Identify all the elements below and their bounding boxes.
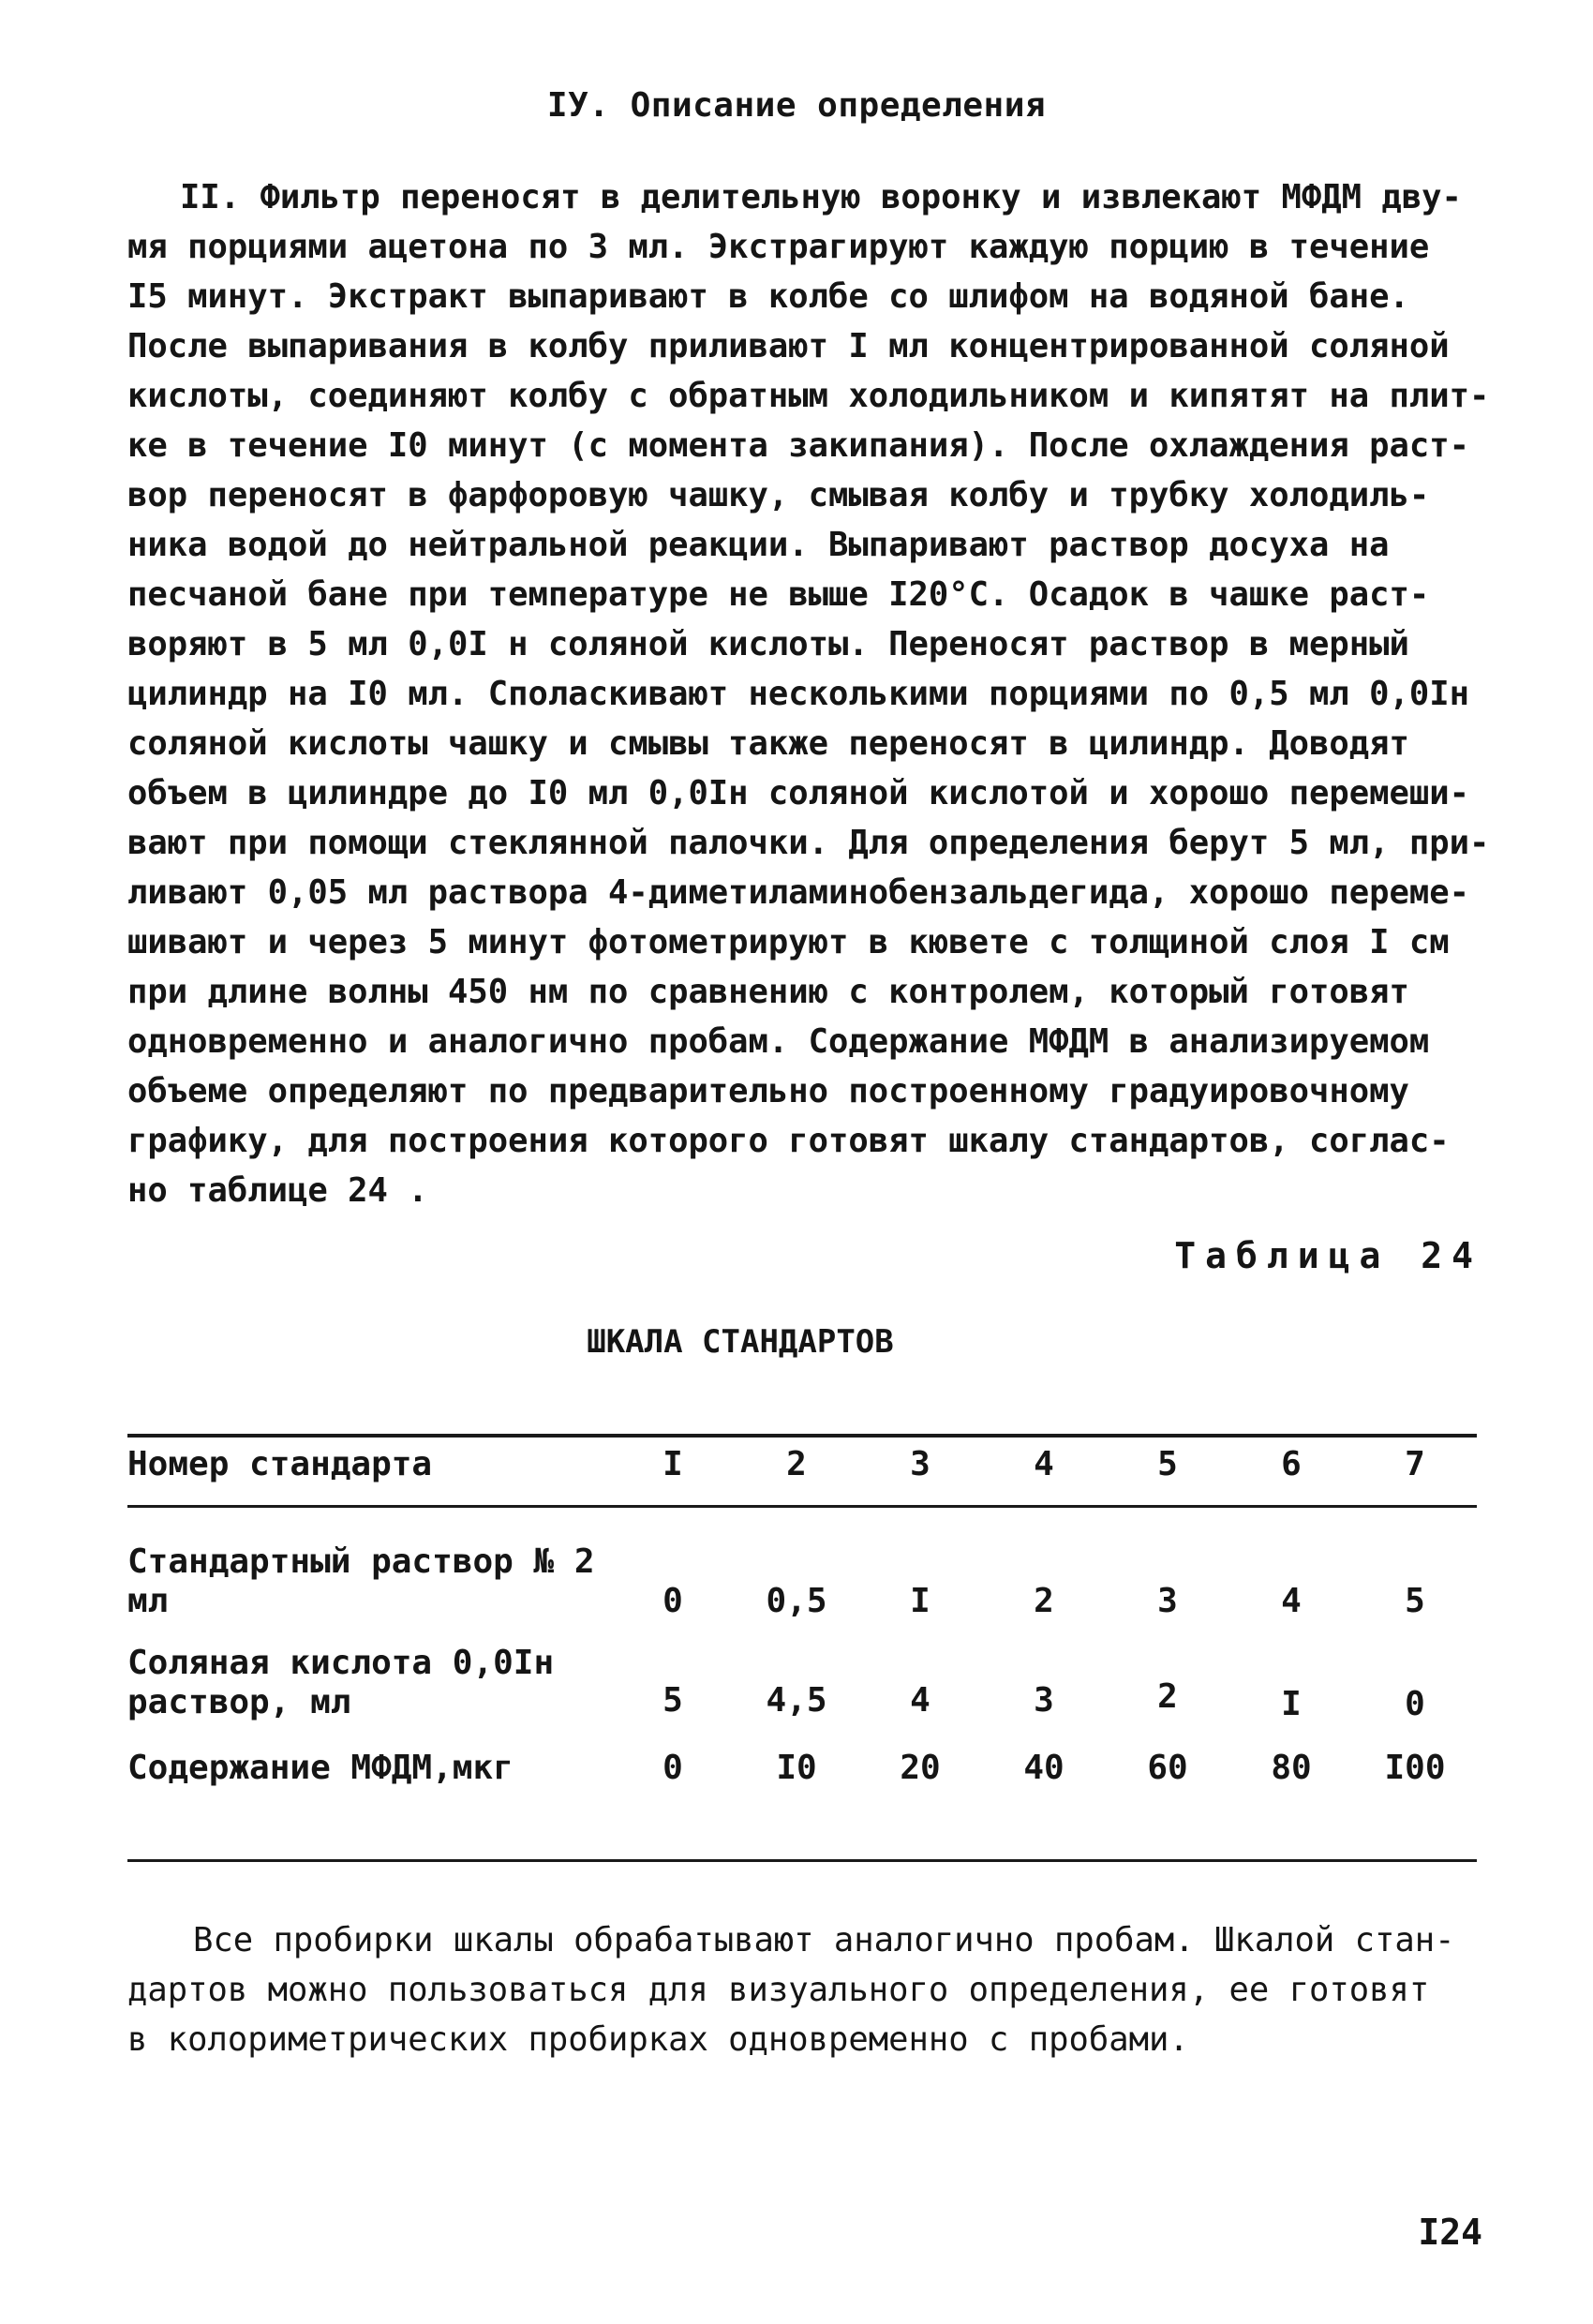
paragraph-line: при длине волны 450 нм по сравнению с контролем, который готовят <box>127 973 1409 1011</box>
table-cell: 20 <box>900 1749 941 1787</box>
paragraph-line: ника водой до нейтральной реакции. Выпаривают раствор досуха на <box>127 526 1390 564</box>
closing-paragraph <box>127 1915 1477 2064</box>
table-label: Таблица 24 <box>1174 1235 1482 1276</box>
table-title: ШКАЛА СТАНДАРТОВ <box>587 1323 894 1361</box>
paragraph-line: объем в цилиндре до I0 мл 0,0Iн соляной кислотой и хорошо перемеши- <box>127 774 1469 812</box>
paragraph-line: ливают 0,05 мл раствора 4-диметиламинобензальдегида, хорошо переме- <box>127 873 1469 912</box>
table-cell: 60 <box>1147 1749 1188 1787</box>
table-cell: 4 <box>910 1681 930 1720</box>
paragraph-line: шивают и через 5 минут фотометрируют в кювете с толщиной слоя I см <box>127 923 1450 961</box>
paragraph-line: кислоты, соединяют колбу с обратным холодильником и кипятят на плит- <box>127 377 1490 415</box>
row-label-cont: мл <box>127 1582 169 1620</box>
table-cell: I <box>1281 1685 1302 1723</box>
table-top-rule <box>127 1434 1477 1438</box>
table-cell: 3 <box>1157 1582 1178 1620</box>
paragraph-line: II. Фильтр переносят в делительную воронку и извлекают МФДМ дву- <box>180 178 1462 216</box>
paragraph-line: в колориметрических пробирках одновременно с пробами. <box>127 2020 1189 2059</box>
table-cell: 4 <box>1281 1582 1302 1620</box>
paragraph-line: цилиндр на I0 мл. Споласкивают несколькими порциями по 0,5 мл 0,0Iн <box>127 675 1469 713</box>
table-cell: 0 <box>663 1582 683 1620</box>
row-label: Соляная кислота 0,0Iн <box>127 1644 555 1682</box>
table-cell: 5 <box>1405 1582 1425 1620</box>
header-label: Номер стандарта <box>127 1445 433 1483</box>
table-cell: 80 <box>1271 1749 1312 1787</box>
table-cell: I <box>910 1582 930 1620</box>
table-cell: 3 <box>1034 1681 1054 1720</box>
header-cell: 3 <box>910 1445 930 1483</box>
table-cell: 0 <box>663 1749 683 1787</box>
row-label: Содержание МФДМ,мкг <box>127 1749 514 1787</box>
paragraph-line: но таблице 24 . <box>127 1171 428 1210</box>
paragraph-line: дартов можно пользоваться для визуального определения, ее готовят <box>127 1971 1430 2009</box>
page-number: I24 <box>1418 2212 1482 2253</box>
paragraph-line: воряют в 5 мл 0,0I н соляной кислоты. Переносят раствор в мерный <box>127 625 1409 663</box>
paragraph-line: вор переносят в фарфоровую чашку, смывая колбу и трубку холодиль- <box>127 476 1430 514</box>
table-cell: 2 <box>1157 1677 1178 1716</box>
header-cell: 6 <box>1281 1445 1302 1483</box>
paragraph-line: После выпаривания в колбу приливают I мл концентрированной соляной <box>127 327 1450 365</box>
table-cell: 2 <box>1034 1582 1054 1620</box>
row-label: Стандартный раствор № 2 <box>127 1542 595 1581</box>
section-title: IУ. Описание определения <box>546 86 1047 125</box>
header-cell: I <box>663 1445 683 1483</box>
table-cell: 40 <box>1023 1749 1064 1787</box>
paragraph-line: одновременно и аналогично пробам. Содержание МФДМ в анализируемом <box>127 1022 1430 1061</box>
table-cell: 5 <box>663 1681 683 1720</box>
header-cell: 2 <box>786 1445 807 1483</box>
header-cell: 4 <box>1034 1445 1054 1483</box>
paragraph-line: песчаной бане при температуре не выше I20°С. Осадок в чашке раст- <box>127 575 1430 614</box>
row-label-cont: раствор, мл <box>127 1683 351 1721</box>
table-cell: 4,5 <box>766 1681 827 1720</box>
main-paragraph <box>127 172 1490 1215</box>
paragraph-line: вают при помощи стеклянной палочки. Для определения берут 5 мл, при- <box>127 824 1490 862</box>
header-cell: 5 <box>1157 1445 1178 1483</box>
table-header-rule <box>127 1505 1477 1508</box>
table-cell: I00 <box>1384 1749 1446 1787</box>
table-cell: I0 <box>776 1749 817 1787</box>
table-cell: 0,5 <box>766 1582 827 1620</box>
table-bottom-rule <box>127 1859 1477 1862</box>
header-cell: 7 <box>1405 1445 1425 1483</box>
table-cell: 0 <box>1405 1685 1425 1723</box>
paragraph-line: мя порциями ацетона по 3 мл. Экстрагируют каждую порцию в течение <box>127 228 1430 266</box>
paragraph-line: I5 минут. Экстракт выпаривают в колбе со шлифом на водяной бане. <box>127 277 1409 316</box>
paragraph-line: графику, для построения которого готовят шкалу стандартов, соглас- <box>127 1122 1450 1160</box>
paragraph-line: объеме определяют по предварительно построенному градуировочному <box>127 1072 1409 1110</box>
paragraph-line: ке в течение I0 минут (с момента закипания). После охлаждения раст- <box>127 426 1469 465</box>
paragraph-line: соляной кислоты чашку и смывы также переносят в цилиндр. Доводят <box>127 724 1409 763</box>
paragraph-line: Все пробирки шкалы обрабатывают аналогично пробам. Шкалой стан- <box>193 1921 1455 1959</box>
